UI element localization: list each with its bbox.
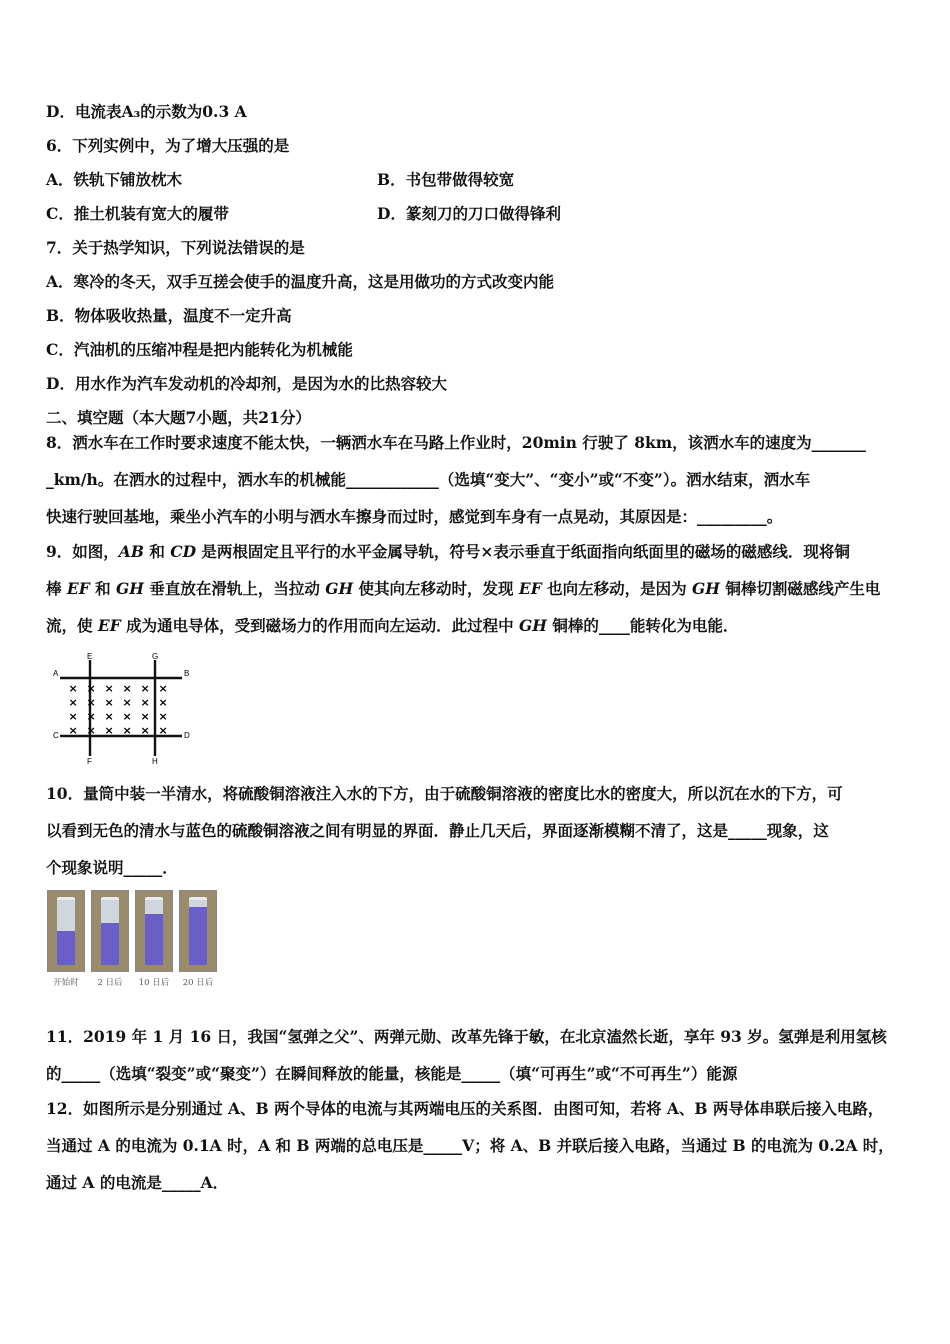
label-f: F — [87, 757, 92, 765]
cylinder-photo-2-days — [91, 890, 129, 972]
field-cross: × — [104, 696, 114, 709]
field-cross: × — [86, 696, 96, 709]
field-cross: × — [140, 696, 150, 709]
field-cross: × — [68, 710, 78, 723]
cylinder-photo-10-days — [135, 890, 173, 972]
label-b: B — [184, 669, 190, 678]
field-cross: × — [140, 710, 150, 723]
question-8-line-3: 快速行驶回基地，乘坐小汽车的小明与洒水车擦身而过时，感觉到车身有一点晃动，其原因是：_________。 — [46, 507, 783, 526]
q6-option-d: D．篆刻刀的刀口做得锋利 — [377, 204, 561, 223]
field-cross: × — [122, 696, 132, 709]
question-12-line-2: 当通过 A 的电流为 0.1A 时，A 和 B 两端的总电压是_____V；将 A、B 并联后接入电路，当通过 B 的电流为 0.2A 时， — [46, 1136, 894, 1155]
question-6: 6．下列实例中，为了增大压强的是 — [46, 136, 290, 155]
question-9-line-1: 9．如图，AB 和 CD 是两根固定且平行的水平金属导轨，符号×表示垂直于纸面指向纸面里的磁场的磁感线．现将铜 — [46, 542, 850, 561]
question-9-line-3: 流，使 EF 成为通电导体，受到磁场力的作用而向左运动．此过程中 GH 铜棒的____能转化为电能． — [46, 616, 739, 635]
cylinder-photo-20-days — [179, 890, 217, 972]
question-11-line-2: 的_____（选填“裂变”或“聚变”）在瞬间释放的能量，核能是_____（填“可再生”或“不可再生”）能源 — [46, 1064, 738, 1083]
photo-caption: 20 日后 — [182, 978, 214, 988]
field-cross: × — [86, 710, 96, 723]
q6-option-a: A．铁轨下铺放枕木 — [46, 170, 183, 189]
field-cross: × — [122, 710, 132, 723]
field-cross: × — [104, 710, 114, 723]
field-cross: × — [104, 682, 114, 695]
field-cross: × — [140, 682, 150, 695]
photo-caption: 10 日后 — [138, 978, 170, 988]
field-cross: × — [86, 682, 96, 695]
field-cross: × — [158, 682, 168, 695]
question-9-line-2: 棒 EF 和 GH 垂直放在滑轨上，当拉动 GH 使其向左移动时，发现 EF 也向左移动，是因为 GH 铜棒切割磁感线产生电 — [46, 579, 881, 598]
question-8-line-2: _km/h。在洒水的过程中，洒水车的机械能____________（选填“变大”、“变小”或“不变”）。洒水结束，洒水车 — [46, 470, 811, 489]
field-cross: × — [122, 682, 132, 695]
field-cross: × — [68, 696, 78, 709]
line-option-d: D．电流表A₃的示数为0.3 A — [46, 102, 247, 121]
q7-option-b: B．物体吸收热量，温度不一定升高 — [46, 306, 292, 325]
magnetic-field-crosses — [69, 682, 168, 737]
question-12-line-3: 通过 A 的电流是_____A． — [46, 1173, 229, 1192]
question-10-line-1: 10．量筒中装一半清水，将硫酸铜溶液注入水的下方，由于硫酸铜溶液的密度比水的密度大，所以沉在水的下方，可 — [46, 784, 843, 803]
q7-option-a: A．寒冷的冬天，双手互搓会使手的温度升高，这是用做功的方式改变内能 — [46, 272, 555, 291]
label-h: H — [152, 757, 158, 765]
label-d: D — [184, 731, 190, 740]
field-cross: × — [68, 682, 78, 695]
q7-option-d: D．用水作为汽车发动机的冷却剂，是因为水的比热容较大 — [46, 374, 447, 393]
diffusion-photo-sequence — [47, 890, 219, 990]
q6-option-c: C．推土机装有宽大的履带 — [46, 204, 229, 223]
field-cross: × — [68, 724, 78, 737]
section-2-heading: 二、填空题（本大题7小题，共21分） — [46, 408, 311, 427]
question-8-line-1: 8．洒水车在工作时要求速度不能太快，一辆洒水车在马路上作业时，20min 行驶了 8km，该洒水车的速度为_______ — [46, 433, 866, 452]
label-e: E — [87, 652, 93, 661]
field-cross: × — [104, 724, 114, 737]
question-10-line-2: 以看到无色的清水与蓝色的硫酸铜溶液之间有明显的界面．静止几天后，界面逐渐模糊不清了，这是_____现象，这 — [46, 821, 829, 840]
q6-option-b: B．书包带做得较宽 — [377, 170, 515, 189]
field-cross: × — [122, 724, 132, 737]
photo-caption: 2 日后 — [97, 978, 123, 988]
field-cross: × — [158, 710, 168, 723]
question-11-line-1: 11．2019 年 1 月 16 日，我国“氢弹之父”、两弹元勋、改革先锋于敏，在北京溘然长逝，享年 93 岁。氢弹是利用氢核 — [46, 1027, 887, 1046]
question-10-line-3: 个现象说明_____． — [46, 858, 178, 877]
q7-option-c: C．汽油机的压缩冲程是把内能转化为机械能 — [46, 340, 353, 359]
cylinder-photo-start — [47, 890, 85, 972]
field-cross: × — [158, 724, 168, 737]
label-g: G — [152, 652, 159, 661]
field-cross: × — [140, 724, 150, 737]
field-cross: × — [158, 696, 168, 709]
label-a: A — [53, 669, 59, 678]
field-cross: × — [86, 724, 96, 737]
label-c: C — [53, 731, 59, 740]
question-12-line-1: 12．如图所示是分别通过 A、B 两个导体的电流与其两端电压的关系图．由图可知，若将 A、B 两导体串联后接入电路， — [46, 1099, 884, 1118]
question-7: 7．关于热学知识，下列说法错误的是 — [46, 238, 305, 257]
photo-caption: 开始时 — [53, 978, 79, 988]
rail-magnetic-field-diagram — [50, 650, 195, 765]
